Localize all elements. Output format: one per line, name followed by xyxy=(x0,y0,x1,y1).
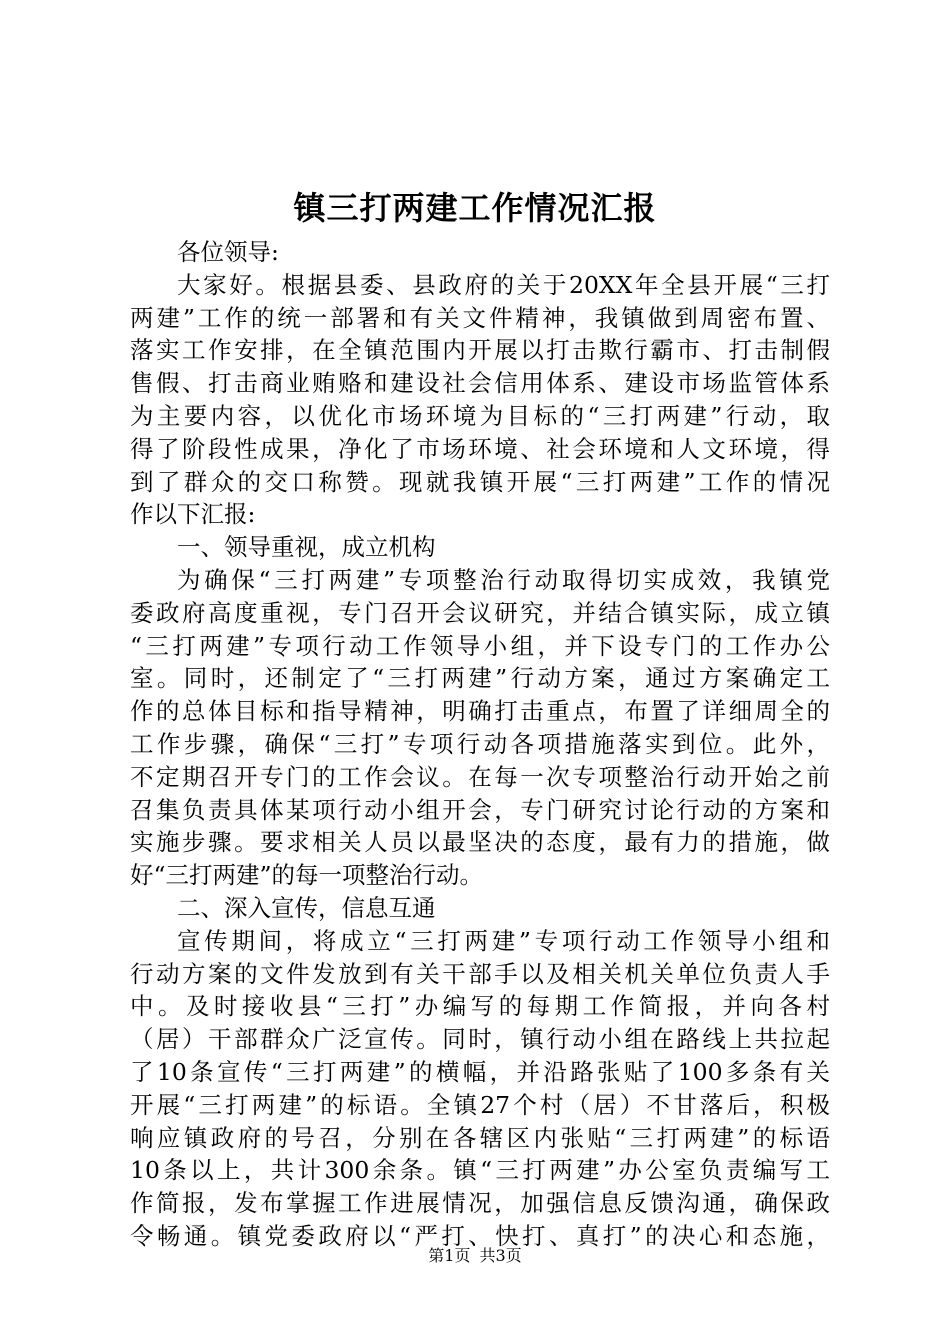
text-line: 两建”工作的统一部署和有关文件精神，我镇做到周密布置、 xyxy=(130,303,830,332)
text-line: 10条以上，共计300余条。镇“三打两建”办公室负责编写工 xyxy=(130,1156,830,1185)
text-line: 一、领导重视，成立机构 xyxy=(177,533,436,562)
text-line: 了10条宣传“三打两建”的横幅，并沿路张贴了100多条有关 xyxy=(130,1057,830,1086)
text-line: 到了群众的交口称赞。现就我镇开展“三打两建”工作的情况 xyxy=(130,467,830,496)
text-line: 室。同时，还制定了“三打两建”行动方案，通过方案确定工 xyxy=(130,664,830,693)
text-line: 响应镇政府的号召，分别在各辖区内张贴“三打两建”的标语 xyxy=(130,1123,830,1152)
text-line: 二、深入宣传，信息互通 xyxy=(177,893,436,922)
page-number: 第1页 xyxy=(428,1246,471,1265)
text-line: 作简报，发布掌握工作进展情况，加强信息反馈沟通，确保政 xyxy=(130,1189,830,1218)
text-line: 召集负责具体某项行动小组开会，专门研究讨论行动的方案和 xyxy=(130,795,830,824)
text-line: 宣传期间，将成立“三打两建”专项行动工作领导小组和 xyxy=(177,926,830,955)
text-line: 不定期召开专门的工作会议。在每一次专项整治行动开始之前 xyxy=(130,762,830,791)
text-line: “三打两建”专项行动工作领导小组，并下设专门的工作办公 xyxy=(130,631,830,660)
text-line: 作的总体目标和指导精神，明确打击重点，布置了详细周全的 xyxy=(130,697,830,726)
text-line: 售假、打击商业贿赂和建设社会信用体系、建设市场监管体系 xyxy=(130,369,830,398)
page-footer xyxy=(0,1245,950,1267)
text-line: 中。及时接收县“三打”办编写的每期工作简报，并向各村 xyxy=(130,992,830,1021)
text-line: 令畅通。镇党委政府以“严打、快打、真打”的决心和态施， xyxy=(130,1221,830,1250)
text-line: 大家好。根据县委、县政府的关于20XX年全县开展“三打 xyxy=(177,270,830,299)
text-line: 行动方案的文件发放到有关干部手以及相关机关单位负责人手 xyxy=(130,959,830,988)
text-line: 作以下汇报: xyxy=(130,500,256,529)
text-line: 开展“三打两建”的标语。全镇27个村（居）不甘落后，积极 xyxy=(130,1090,830,1119)
text-line: 委政府高度重视，专门召开会议研究，并结合镇实际，成立镇 xyxy=(130,598,830,627)
text-line: 实施步骤。要求相关人员以最坚决的态度，最有力的措施，做 xyxy=(130,828,830,857)
document-body xyxy=(130,236,830,1253)
text-line: 为确保“三打两建”专项整治行动取得切实成效，我镇党 xyxy=(177,565,830,594)
text-line: 好“三打两建”的每一项整治行动。 xyxy=(130,861,484,890)
page-total: 共3页 xyxy=(479,1246,522,1265)
text-line: （居）干部群众广泛宣传。同时，镇行动小组在路线上共拉起 xyxy=(130,1025,830,1054)
document-title: 镇三打两建工作情况汇报 xyxy=(293,189,657,227)
text-line: 为主要内容，以优化市场环境为目标的“三打两建”行动，取 xyxy=(130,401,830,430)
text-line: 工作步骤，确保“三打”专项行动各项措施落实到位。此外， xyxy=(130,729,830,758)
text-line: 落实工作安排，在全镇范围内开展以打击欺行霸市、打击制假 xyxy=(130,336,830,365)
text-line: 各位领导: xyxy=(177,238,279,266)
text-line: 得了阶段性成果，净化了市场环境、社会环境和人文环境，得 xyxy=(130,434,830,463)
